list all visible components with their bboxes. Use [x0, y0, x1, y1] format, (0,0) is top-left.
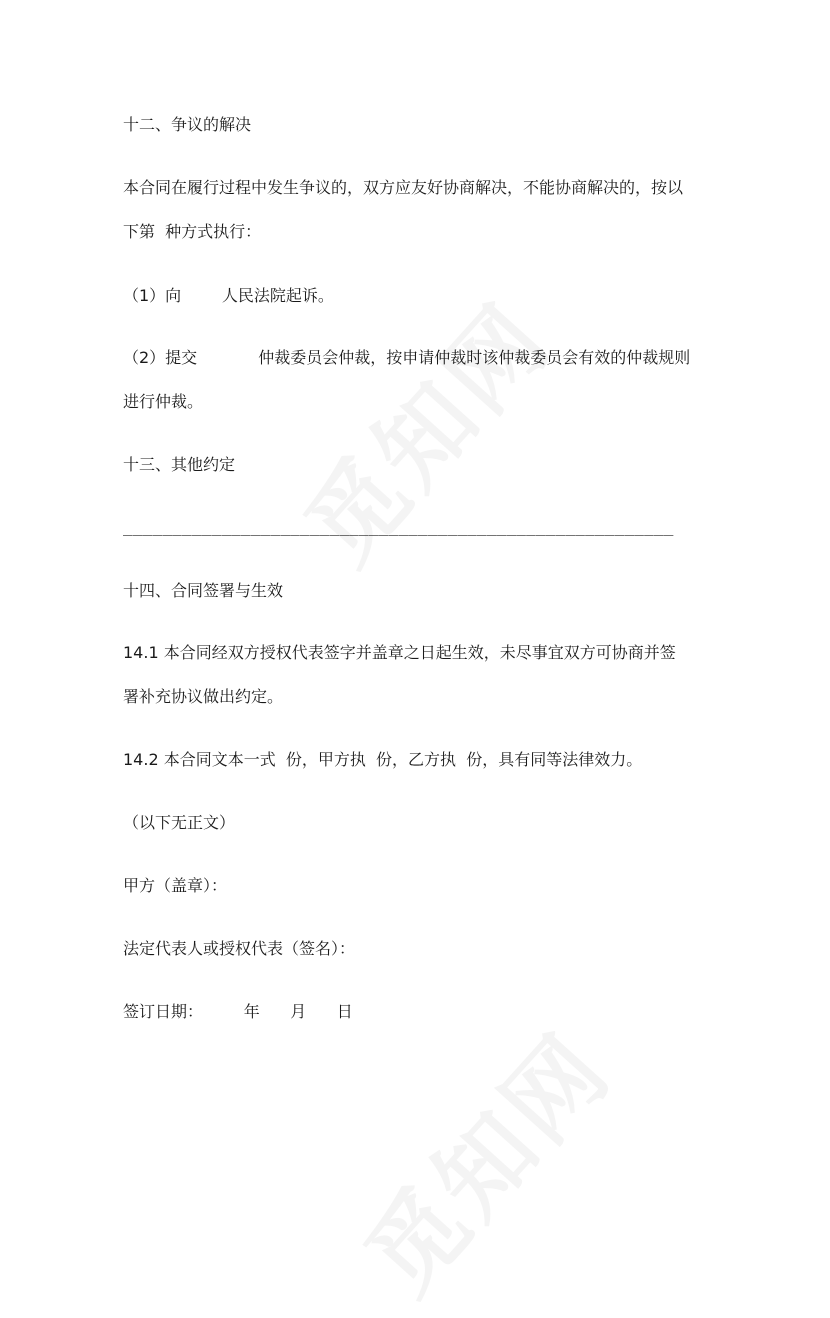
- watermark: [330, 999, 637, 1318]
- watermark: [270, 269, 577, 588]
- section-14-heading: 十四、合同签署与生效: [123, 581, 284, 600]
- section-12-paragraph-line-2: 下第 种方式执行：: [123, 222, 262, 241]
- clause-14-2: 14.2 本合同文本一式 份，甲方执 份，乙方执 份，具有同等法律效力。: [123, 750, 643, 769]
- no-more-text-note: （以下无正文）: [123, 813, 236, 832]
- section-13-heading: 十三、其他约定: [123, 455, 236, 474]
- section-13-blank-line: ________________________________________________________: [123, 517, 674, 536]
- section-12-option-2-line-2: 进行仲裁。: [123, 392, 204, 411]
- representative-signature-label: 法定代表人或授权代表（签名）：: [123, 939, 356, 958]
- section-12-paragraph-line-1: 本合同在履行过程中发生争议的，双方应友好协商解决，不能协商解决的，按以: [123, 178, 684, 197]
- sign-date-label: 签订日期： 年 月 日: [123, 1002, 353, 1021]
- section-12-option-2-line-1: （2）提交 仲裁委员会仲裁，按申请仲裁时该仲裁委员会有效的仲裁规则: [123, 348, 691, 367]
- clause-14-1-line-2: 署补充协议做出约定。: [123, 687, 284, 706]
- section-12-option-1: （1）向 人民法院起诉。: [123, 286, 334, 305]
- clause-14-1-line-1: 14.1 本合同经双方授权代表签字并盖章之日起生效，未尽事宜双方可协商并签: [123, 643, 676, 662]
- party-a-seal-label: 甲方（盖章）：: [123, 876, 228, 895]
- section-12-heading: 十二、争议的解决: [123, 115, 252, 134]
